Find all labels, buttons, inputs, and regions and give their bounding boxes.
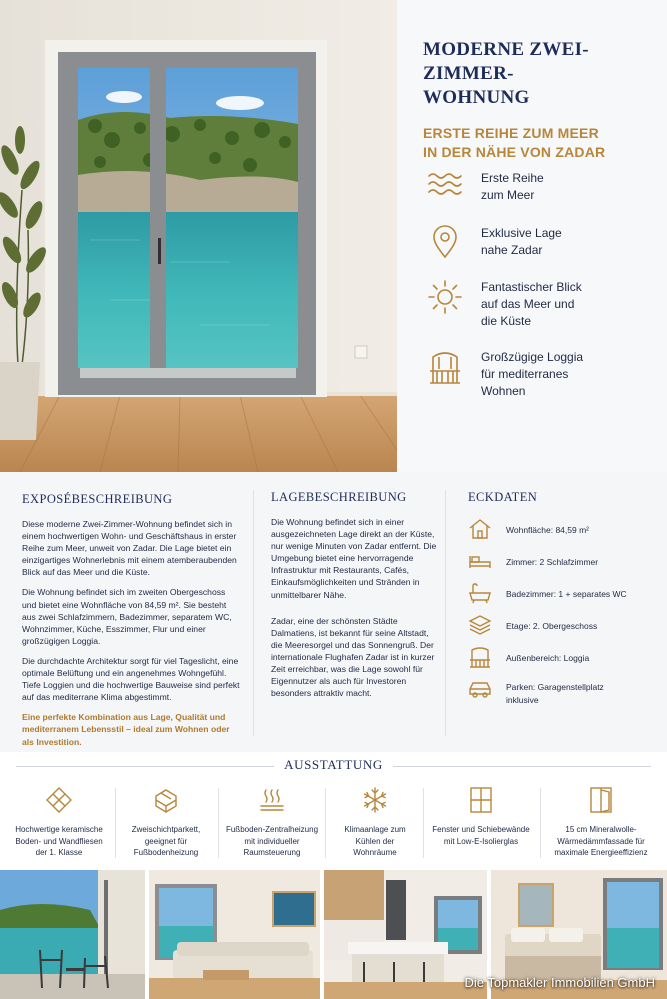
amenity-label-line: Wärmedämmfassade für — [557, 836, 645, 846]
window-icon — [467, 786, 495, 814]
lage-paragraph: Die Wohnung befindet sich in einer ausgezeichneten Lage direkt an der Küste, nur wenige Minuten von Zadar entfernt. Die Umgebung bietet eine hervorragende Infrastruktur mit Restaurants, Cafés, Einkaufsmöglichkeiten und Stränden in unmittelbarer Nähe. — [271, 517, 437, 600]
amenity-label-line: Fenster und Schiebewände — [432, 825, 530, 834]
eckdaten-label: Außenbereich: Loggia — [506, 653, 590, 663]
bed-icon — [468, 550, 492, 572]
house-icon — [468, 518, 492, 540]
amenity-label-line: maximale Energieeffizienz — [554, 848, 648, 857]
page-subtitle-line-1: ERSTE REIHE ZUM MEER — [423, 125, 599, 141]
photo-living-room — [149, 870, 320, 999]
expose-highlight: Eine perfekte Kombination aus Lage, Qualität und mediterranem Lebensstil – ideal zum Wohnen oder als Investition. — [22, 712, 230, 747]
kitchen-photo-image — [324, 870, 487, 999]
amenity-divider — [540, 788, 541, 858]
loggia-icon — [468, 646, 492, 668]
page-title-line-2: WOHNUNG — [423, 87, 530, 108]
eckdaten-item-bathroom — [468, 582, 658, 608]
amenity-label-line: Zweischichtparkett, — [131, 825, 201, 834]
living-room-photo-image — [149, 870, 320, 999]
description-section — [0, 472, 667, 752]
amenity-divider — [423, 788, 424, 858]
hero-feature-line: Großzügige Loggia — [481, 350, 584, 364]
amenity-label-line: mit Low-E-Isolierglas — [443, 836, 519, 846]
column-divider — [253, 490, 254, 736]
layers-icon — [468, 614, 492, 636]
hero-feature-line: nahe Zadar — [481, 243, 543, 257]
eckdaten-label: Zimmer: 2 Schlafzimmer — [506, 557, 599, 567]
bathtub-icon — [468, 582, 492, 604]
amenity-label — [548, 824, 654, 859]
balcony-photo-image — [0, 870, 145, 999]
hero-feature-line: die Küste — [481, 314, 532, 328]
amenity-label-line: Klimaanlage zum — [344, 825, 406, 834]
eckdaten-item-rooms — [468, 550, 658, 576]
hero-feature-line: zum Meer — [481, 188, 535, 202]
loggia-icon — [427, 349, 463, 385]
amenity-label-line: Kühlen der — [355, 836, 395, 846]
waves-icon — [427, 170, 463, 198]
amenity-label — [428, 824, 534, 847]
amenity-label — [219, 824, 325, 859]
amenity-label — [322, 824, 428, 859]
page-subtitle — [423, 124, 667, 162]
amenity-label-line: Boden- und Wandfliesen — [15, 836, 103, 846]
expose-text — [22, 518, 240, 756]
sun-icon — [427, 279, 463, 315]
facade-icon — [587, 786, 615, 814]
snowflake-icon — [361, 786, 389, 814]
company-name: Die Topmakler Immobilien GmbH — [464, 975, 655, 990]
eckdaten-label — [506, 681, 656, 706]
eckdaten-label: Etage: 2. Obergeschoss — [506, 621, 598, 631]
expose-paragraph: Die Wohnung befindet sich im zweiten Obergeschoss und bietet eine Wohnfläche von 84,59 m². Sie besteht aus zwei Schlafzimmern, Badezimmer, separatem WC, Wohnzimmer, Küche, Esszimmer, Flur und einer großzügigen Loggia. — [22, 587, 232, 646]
hero-feature-line: auf das Meer und — [481, 297, 575, 311]
parquet-icon — [152, 786, 180, 814]
amenity-windows — [428, 786, 534, 862]
amenity-label-line: geeignet für — [144, 836, 188, 846]
lage-heading: LAGEBESCHREIBUNG — [271, 490, 407, 504]
eckdaten-heading: ECKDATEN — [468, 490, 538, 504]
hero-feature-text — [481, 279, 641, 330]
hero-feature-line: Wohnen — [481, 384, 526, 398]
eckdaten-item-floor — [468, 614, 658, 640]
hero-feature-text — [481, 349, 641, 400]
lage-paragraph: Zadar, eine der schönsten Städte Dalmatiens, ist bekannt für seine Altstadt, die Meeresorgel und das Sonnengruß. Der internationale Flughafen Zadar ist in kurzer Zeit erreichbar, was die Lage sowohl für Eigennutzer als auch für Investoren besonders attraktiv macht. — [271, 615, 435, 699]
eckdaten-label-line: Parken: Garagenstellplatz — [506, 682, 604, 692]
ausstattung-heading — [16, 757, 651, 773]
tiles-icon — [45, 786, 73, 814]
column-divider — [445, 490, 446, 736]
amenity-label — [113, 824, 219, 859]
amenity-floor-heating — [219, 786, 325, 862]
amenity-parquet — [113, 786, 219, 862]
expose-paragraph: Diese moderne Zwei-Zimmer-Wohnung befindet sich in einem hochwertigen Wohn- und Geschäftshaus in erster Reihe zum Meer, unweit von Zadar. Die Lage bietet ein einzigartiges Wohnerlebnis mit einem atemberaubenden Blick auf das Meer und die Küste. — [22, 519, 237, 578]
ausstattung-header — [16, 757, 651, 775]
location-pin-icon — [427, 225, 463, 259]
amenity-label-line: Hochwertige keramische — [15, 825, 103, 834]
eckdaten-item-parking — [468, 678, 658, 712]
eckdaten-label: Wohnfläche: 84,59 m² — [506, 525, 589, 535]
car-icon — [468, 678, 492, 700]
amenity-label-line: Wohnräume — [353, 848, 397, 857]
hero-photo-window-sea-view — [0, 0, 397, 472]
hero-feature-line: für mediterranes — [481, 367, 569, 381]
eckdaten-item-area — [468, 518, 658, 544]
page-title — [423, 38, 667, 110]
ausstattung-heading-text: AUSSTATTUNG — [274, 757, 393, 772]
photo-balcony — [0, 870, 145, 999]
hero-feature-text — [481, 170, 641, 204]
page-subtitle-line-2: IN DER NÄHE VON ZADAR — [423, 144, 606, 160]
floor-heating-icon — [258, 786, 286, 814]
amenity-label-line: Fußboden-Zentralheizung — [225, 825, 319, 834]
lage-text — [271, 516, 439, 707]
expose-heading: EXPOSÉBESCHREIBUNG — [22, 492, 173, 506]
amenity-label-line: der 1. Klasse — [35, 848, 83, 857]
amenity-facade — [548, 786, 654, 862]
hero-section — [0, 0, 667, 472]
hero-feature-line: Erste Reihe — [481, 171, 544, 185]
amenity-label-line: mit individueller — [244, 836, 300, 846]
hero-feature-text — [481, 225, 641, 259]
eckdaten-label-line: inklusive — [506, 694, 539, 705]
window-sea-view-image — [0, 0, 397, 472]
amenity-air-conditioning — [322, 786, 428, 862]
hero-feature-line: Fantastischer Blick — [481, 280, 582, 294]
photo-kitchen — [324, 870, 487, 999]
amenity-tiles — [6, 786, 112, 862]
amenity-label — [6, 824, 112, 859]
hero-feature-line: Exklusive Lage — [481, 226, 562, 240]
expose-paragraph: Die durchdachte Architektur sorgt für viel Tageslicht, eine optimale Belüftung und ein angenehmes Wohngefühl. Tiefe Loggien und die hochwertige Bauweise sind perfekt auf das mediterrane Klima abgestimmt. — [22, 655, 240, 703]
page-title-line-1: MODERNE ZWEI-ZIMMER- — [423, 39, 589, 84]
eckdaten-label: Badezimmer: 1 + separates WC — [506, 589, 627, 599]
amenity-label-line: 15 cm Mineralwolle- — [565, 825, 637, 834]
hero-info-panel — [397, 0, 667, 472]
eckdaten-item-outdoor — [468, 646, 658, 672]
amenity-label-line: Fußbodenheizung — [133, 848, 199, 857]
amenity-label-line: Raumsteuerung — [243, 848, 301, 857]
